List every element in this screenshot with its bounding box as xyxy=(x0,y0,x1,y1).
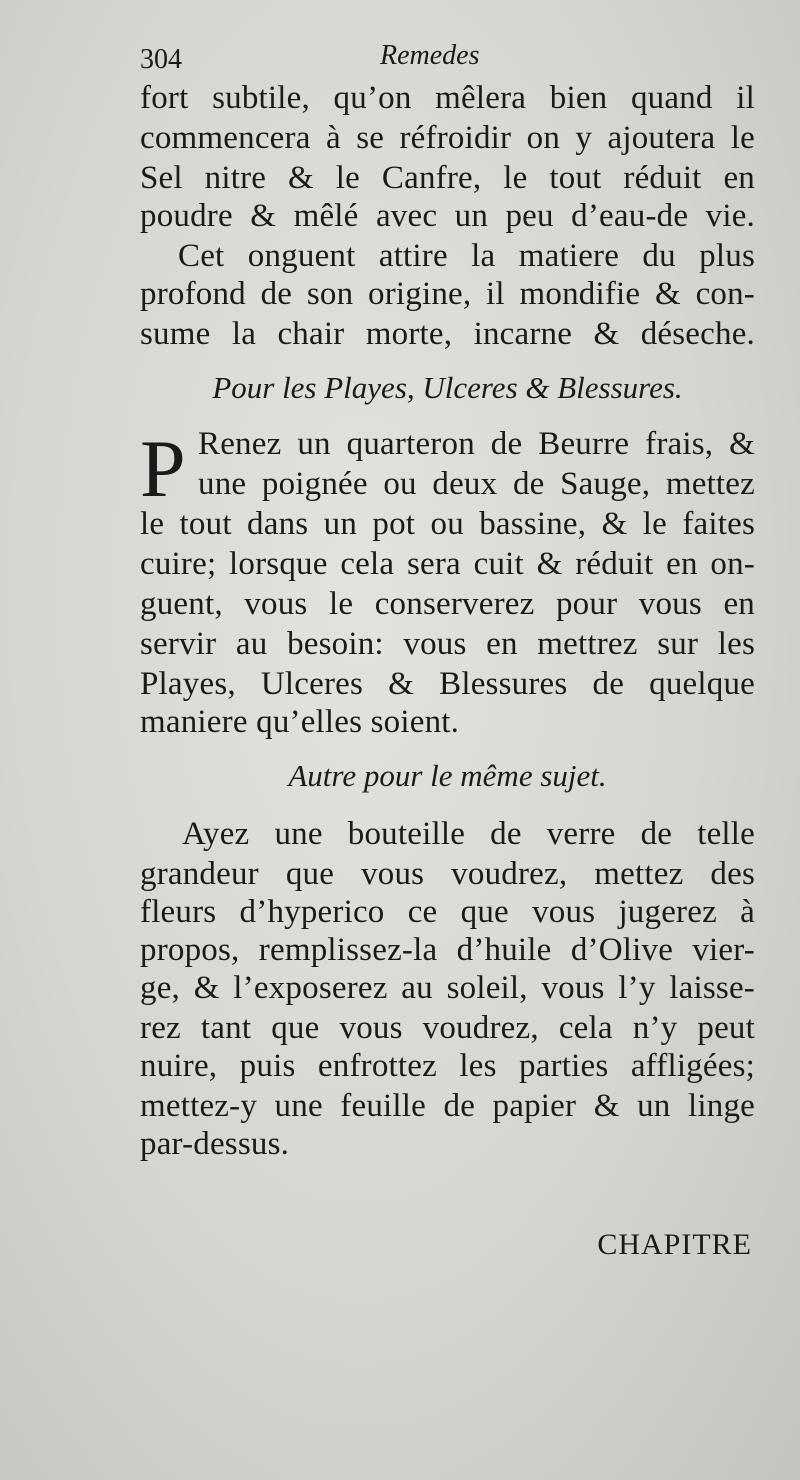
catchword: CHAPITRE xyxy=(597,1228,752,1261)
text-line: Playes, Ulceres & Blessures de quelque xyxy=(140,666,755,702)
text-line: guent, vous le conserverez pour vous en xyxy=(140,586,755,622)
text-line: Ayez une bouteille de verre de telle xyxy=(182,816,755,852)
text-line: commencera à se réfroidir on y ajoutera le xyxy=(140,120,755,156)
section-title: Pour les Playes, Ulceres & Blessures. xyxy=(212,370,683,405)
text-line: servir au besoin: vous en mettrez sur les xyxy=(140,626,755,662)
text-line: fleurs d’hyperico ce que vous jugerez à xyxy=(140,894,755,930)
text-line: Renez un quarteron de Beurre frais, & xyxy=(198,426,755,462)
text-line: profond de son origine, il mondifie & con- xyxy=(140,276,755,312)
section-title: Autre pour le même sujet. xyxy=(288,758,607,793)
text-line: rez tant que vous voudrez, cela n’y peut xyxy=(140,1010,755,1046)
text-line: ge, & l’exposerez au soleil, vous l’y laisse- xyxy=(140,970,755,1006)
text-line: sume la chair morte, incarne & déseche. xyxy=(140,316,755,352)
text-line: cuire; lorsque cela sera cuit & réduit en on- xyxy=(140,546,755,582)
text-line: Cet onguent attire la matiere du plus xyxy=(178,238,755,274)
text-line: nuire, puis enfrottez les parties affligées; xyxy=(140,1048,755,1084)
text-line: Sel nitre & le Canfre, le tout réduit en xyxy=(140,160,755,196)
text-line: mettez-y une feuille de papier & un linge xyxy=(140,1088,755,1124)
text-line: fort subtile, qu’on mêlera bien quand il xyxy=(140,80,755,116)
text-line: une poignée ou deux de Sauge, mettez xyxy=(198,466,755,502)
text-line: par-dessus. xyxy=(140,1126,290,1162)
text-line: grandeur que vous voudrez, mettez des xyxy=(140,856,755,892)
text-line: propos, remplissez-la d’huile d’Olive vier- xyxy=(140,932,755,968)
text-line: le tout dans un pot ou bassine, & le faites xyxy=(140,506,755,542)
running-title: Remedes xyxy=(380,40,480,71)
page-number: 304 xyxy=(140,44,182,75)
drop-cap: P xyxy=(140,423,186,514)
text-line: maniere qu’elles soient. xyxy=(140,704,460,740)
text-line: poudre & mêlé avec un peu d’eau-de vie. xyxy=(140,198,755,234)
